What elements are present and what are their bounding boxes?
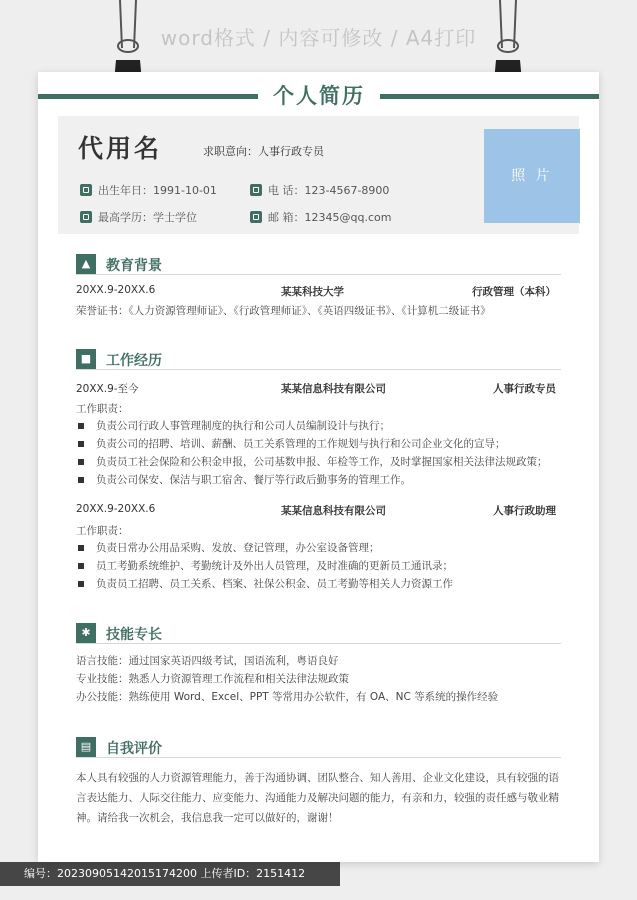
job-company: 某某信息科技有限公司 — [281, 383, 386, 395]
education-period: 20XX.9-20XX.6 — [76, 284, 156, 296]
skills-heading: 技能专长 — [106, 627, 162, 643]
self-evaluation-text: 本人具有较强的人力资源管理能力，善于沟通协调、团队整合、知人善用、企业文化建设，具有较强的语言表达能力、人际交往能力、应变能力、沟通能力及解决问题的能力，有亲和力，较强的责任感与敬业精神。请给我一次机会，我信息我一定可以做好的，谢谢！ — [76, 772, 559, 824]
section-self-evaluation — [76, 737, 561, 758]
list-item: 负责公司行政人事管理制度的执行和公司人员编制设计与执行； — [76, 417, 566, 435]
job-position: 人事行政助理 — [493, 505, 556, 517]
candidate-name: 代用名 — [78, 134, 163, 163]
job-period: 20XX.9-20XX.6 — [76, 503, 156, 515]
degree-text: 最高学历：学士学位 — [98, 211, 197, 224]
graduation-cap-icon: ▲ — [76, 254, 96, 274]
section-skills — [76, 623, 561, 644]
gear-icon: ✱ — [76, 623, 96, 643]
duty-label: 工作职责： — [76, 403, 129, 415]
section-education — [76, 254, 561, 275]
duty-label: 工作职责： — [76, 525, 129, 537]
education-major: 行政管理（本科） — [472, 286, 556, 298]
list-item: 负责员工社会保险和公积金申报，公司基数申报、年检等工作，及时掌握国家相关法律法规政策； — [76, 453, 566, 471]
section-work — [76, 349, 561, 370]
document-icon: ▤ — [76, 737, 96, 757]
briefcase-icon: ■ — [76, 349, 96, 369]
resume-title: 个人简历 — [258, 80, 380, 112]
phone-info — [250, 182, 389, 198]
top-caption: word格式 / 内容可修改 / A4打印 — [160, 26, 477, 50]
list-item: 负责日常办公用品采购、发放、登记管理，办公室设备管理； — [76, 539, 566, 557]
resume-paper — [38, 72, 599, 862]
work-heading: 工作经历 — [106, 353, 162, 369]
email-info — [250, 209, 391, 225]
job-period: 20XX.9-至今 — [76, 383, 139, 395]
duty-list — [76, 539, 566, 593]
birth-text: 出生年日：1991-10-01 — [98, 184, 217, 197]
email-text: 邮 箱：12345@qq.com — [268, 211, 392, 224]
skill-line: 语言技能：通过国家英语四级考试，国语流利，粤语良好 — [76, 655, 339, 667]
list-item: 负责员工招聘、员工关系、档案、社保公积金、员工考勤等相关人力资源工作 — [76, 575, 566, 593]
calendar-icon — [80, 184, 92, 196]
birth-info — [80, 182, 217, 198]
list-item: 员工考勤系统维护、考勤统计及外出人员管理，及时准确的更新员工通讯录； — [76, 557, 566, 575]
phone-text: 电 话：123-4567-8900 — [268, 184, 390, 197]
list-item: 负责公司的招聘、培训、薪酬、员工关系管理的工作规划与执行和公司企业文化的宣导； — [76, 435, 566, 453]
education-honors: 荣誉证书：《人力资源管理师证》、《行政管理师证》、《英语四级证书》、《计算机二级证书》 — [76, 305, 491, 317]
photo-placeholder: 照 片 — [484, 129, 580, 223]
education-school: 某某科技大学 — [281, 286, 344, 298]
phone-icon — [250, 184, 262, 196]
job-company: 某某信息科技有限公司 — [281, 505, 386, 517]
education-heading: 教育背景 — [106, 258, 162, 274]
graduation-icon — [80, 211, 92, 223]
skill-line: 专业技能：熟悉人力资源管理工作流程和相关法律法规政策 — [76, 673, 349, 685]
degree-info — [80, 209, 197, 225]
profile-header — [58, 116, 579, 234]
skill-line: 办公技能：熟练使用 Word、Excel、PPT 等常用办公软件，有 OA、NC 等系统的操作经验 — [76, 691, 499, 703]
duty-list — [76, 417, 566, 489]
footer-bar: 编号：20230905142015174200 上传者ID：2151412 — [0, 862, 340, 886]
mail-icon — [250, 211, 262, 223]
job-position: 人事行政专员 — [493, 383, 556, 395]
list-item: 负责公司保安、保洁与职工宿舍、餐厅等行政后勤事务的管理工作。 — [76, 471, 566, 489]
self-heading: 自我评价 — [106, 741, 162, 757]
job-intent: 求职意向：人事行政专员 — [203, 145, 324, 158]
